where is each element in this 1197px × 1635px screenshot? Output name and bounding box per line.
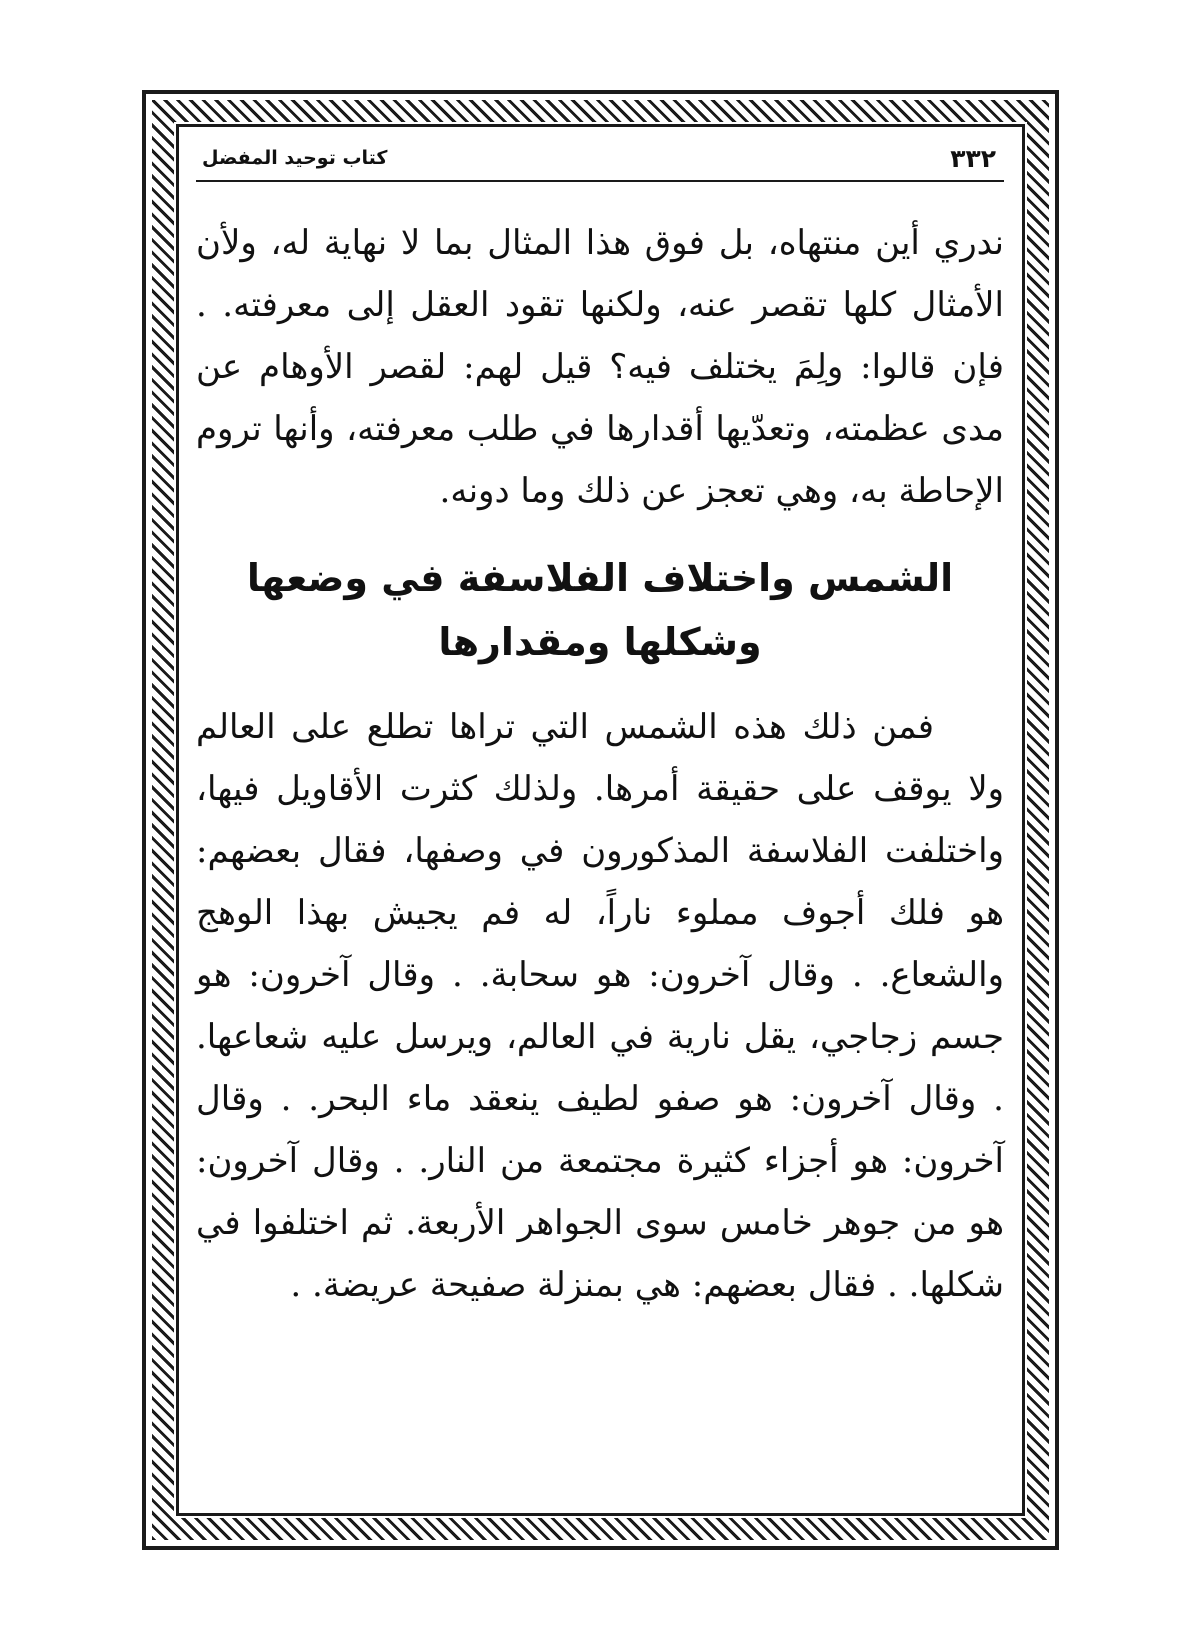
book-title: كتاب توحيد المفضل — [202, 147, 388, 169]
paragraph-1: ندري أين منتهاه، بل فوق هذا المثال بما لا نهاية له، ولأن الأمثال كلها تقصر عنه، ولكنها تقود العقل إلى معرفته. . فإن قالوا: ولِمَ يختلف فيه؟ قيل لهم: لقصر الأوهام عن مدى عظمته، وتعدّيها أقدارها في طلب معرفته، وأنها تروم الإحاطة به، وهي تعجز عن ذلك وما دونه. — [196, 223, 1004, 511]
paragraph-2: فمن ذلك هذه الشمس التي تراها تطلع على العالم ولا يوقف على حقيقة أمرها. ولذلك كثرت الأقاويل فيها، واختلفت الفلاسفة المذكورون في وصفها، فقال بعضهم: هو فلك أجوف مملوء ناراً، له فم يجيش بهذا الوهج والشعاع. . وقال آخرون: هو سحابة. . وقال آخرون: هو جسم زجاجي، يقل نارية في العالم، ويرسل عليه شعاعها. . وقال آخرون: هو صفو لطيف ينعقد ماء البحر. . وقال آخرون: هو أجزاء كثيرة مجتمعة من النار. . وقال آخرون: هو من جوهر خامس سوى الجواهر الأربعة. ثم اختلفوا في شكلها. . فقال بعضهم: هي بمنزلة صفيحة عريضة. . — [196, 707, 1004, 1305]
section-heading: الشمس واختلاف الفلاسفة في وضعها وشكلها ومقدارها — [246, 556, 954, 664]
page-content — [196, 130, 1004, 1510]
running-header — [196, 136, 1004, 182]
page-number: ٣٣٢ — [950, 143, 996, 173]
